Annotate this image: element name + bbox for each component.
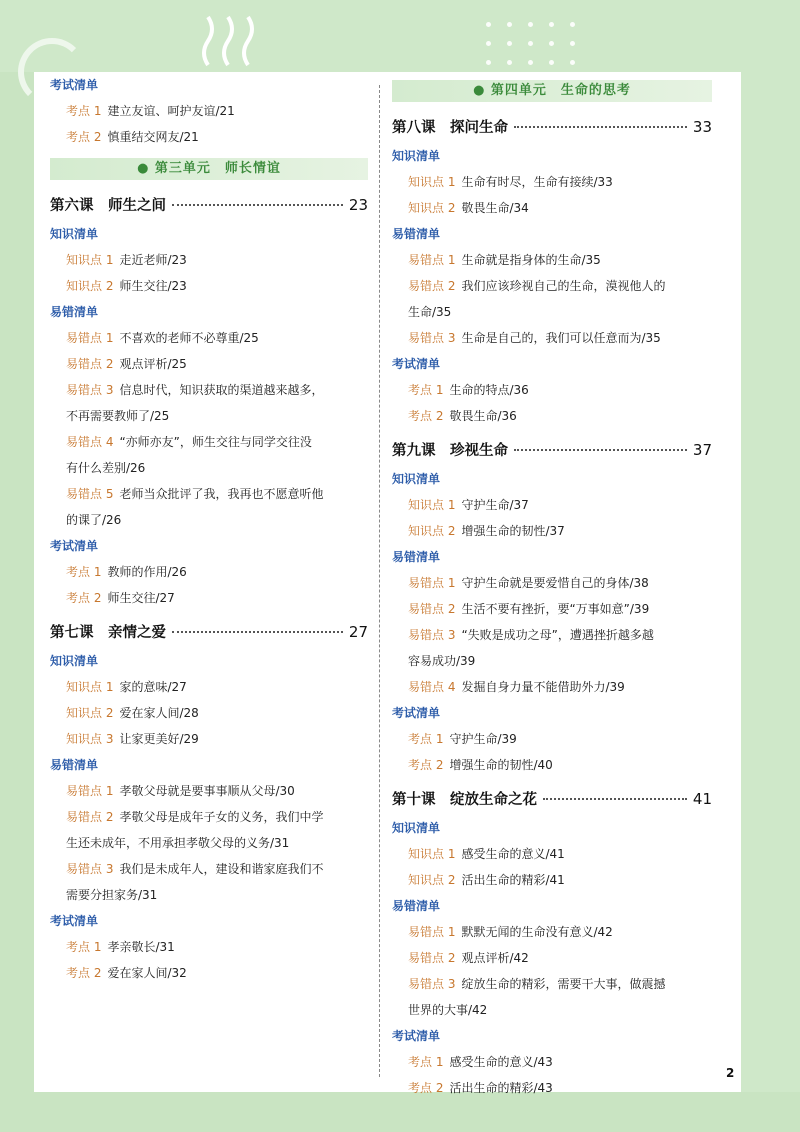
list-item[interactable] bbox=[50, 325, 368, 351]
item-label: 考点 1 bbox=[408, 383, 444, 397]
lesson-entry[interactable] bbox=[392, 435, 712, 466]
section-heading: 易错清单 bbox=[50, 758, 99, 772]
item-text: 绽放生命的精彩，需要干大事，做震撼 bbox=[461, 977, 666, 991]
list-item[interactable] bbox=[50, 674, 368, 700]
lesson-title: 第八课 探问生命 bbox=[392, 120, 508, 136]
item-text: 发掘自身力量不能借助外力/39 bbox=[461, 680, 625, 694]
item-label: 知识点 2 bbox=[408, 873, 456, 887]
list-item[interactable] bbox=[392, 726, 712, 752]
item-label: 考点 1 bbox=[408, 1055, 444, 1069]
item-text: 生命有时尽，生命有接续/33 bbox=[461, 175, 613, 189]
list-item[interactable] bbox=[50, 273, 368, 299]
right-column bbox=[392, 72, 712, 1101]
section-heading: 易错清单 bbox=[50, 305, 99, 319]
item-label: 易错点 4 bbox=[66, 435, 114, 449]
item-label: 知识点 1 bbox=[408, 175, 456, 189]
item-label: 知识点 1 bbox=[408, 498, 456, 512]
item-text: 师生交往/27 bbox=[107, 591, 175, 605]
lesson-page-number: 33 bbox=[692, 118, 712, 136]
list-item[interactable] bbox=[392, 1049, 712, 1075]
list-item[interactable] bbox=[50, 124, 368, 150]
lesson-page-number: 37 bbox=[692, 441, 712, 459]
item-label: 考点 2 bbox=[66, 130, 102, 144]
lesson-title: 第六课 师生之间 bbox=[50, 198, 166, 214]
item-label: 易错点 1 bbox=[408, 253, 456, 267]
item-label: 易错点 2 bbox=[408, 951, 456, 965]
list-item[interactable] bbox=[392, 622, 712, 674]
dot-leader bbox=[172, 204, 343, 206]
item-text: 爱在家人间/32 bbox=[107, 966, 187, 980]
item-text-continued: 有什么差别/26 bbox=[66, 461, 146, 475]
item-text: 守护生命/39 bbox=[449, 732, 517, 746]
list-item[interactable] bbox=[392, 169, 712, 195]
item-text: 我们应该珍视自己的生命，漠视他人的 bbox=[461, 279, 666, 293]
item-label: 易错点 1 bbox=[66, 331, 114, 345]
section-heading: 考试清单 bbox=[50, 78, 99, 92]
item-text: 感受生命的意义/41 bbox=[461, 847, 565, 861]
list-item[interactable] bbox=[50, 700, 368, 726]
list-item[interactable] bbox=[50, 960, 368, 986]
list-item[interactable] bbox=[392, 867, 712, 893]
item-label: 易错点 2 bbox=[66, 810, 114, 824]
section-heading: 易错清单 bbox=[392, 227, 441, 241]
lesson-title: 第七课 亲情之爱 bbox=[50, 625, 166, 641]
list-item[interactable] bbox=[50, 778, 368, 804]
item-text: 我们是未成年人，建设和谐家庭我们不 bbox=[119, 862, 324, 876]
item-label: 易错点 3 bbox=[408, 331, 456, 345]
column-divider bbox=[379, 85, 380, 1077]
list-item[interactable] bbox=[392, 752, 712, 778]
item-label: 易错点 2 bbox=[66, 357, 114, 371]
list-item[interactable] bbox=[50, 934, 368, 960]
item-text: 感受生命的意义/43 bbox=[449, 1055, 553, 1069]
item-label: 知识点 1 bbox=[66, 253, 114, 267]
dot-leader bbox=[514, 126, 687, 128]
item-label: 考点 1 bbox=[408, 732, 444, 746]
section-heading: 知识清单 bbox=[392, 149, 441, 163]
item-label: 易错点 3 bbox=[66, 383, 114, 397]
item-label: 知识点 2 bbox=[408, 201, 456, 215]
page-number: 2 bbox=[726, 1066, 735, 1080]
list-item[interactable] bbox=[392, 841, 712, 867]
item-label: 知识点 3 bbox=[66, 732, 114, 746]
item-text: “失败是成功之母”，遭遇挫折越多越 bbox=[461, 628, 654, 642]
lesson-entry[interactable] bbox=[50, 190, 368, 221]
list-item[interactable] bbox=[50, 351, 368, 377]
list-item[interactable] bbox=[50, 559, 368, 585]
header-band bbox=[0, 0, 800, 72]
item-text: 教师的作用/26 bbox=[107, 565, 187, 579]
unit-banner: ● 第四单元 生命的思考 bbox=[392, 80, 712, 102]
item-label: 易错点 3 bbox=[66, 862, 114, 876]
list-item[interactable] bbox=[50, 481, 368, 533]
list-item[interactable] bbox=[392, 1075, 712, 1101]
item-text: 慎重结交网友/21 bbox=[107, 130, 199, 144]
item-text: 师生交往/23 bbox=[119, 279, 187, 293]
item-text: 孝敬父母是成年子女的义务，我们中学 bbox=[119, 810, 324, 824]
list-item[interactable] bbox=[392, 377, 712, 403]
list-item[interactable] bbox=[392, 273, 712, 325]
list-item[interactable] bbox=[392, 919, 712, 945]
item-text: 生命的特点/36 bbox=[449, 383, 529, 397]
item-label: 知识点 2 bbox=[66, 706, 114, 720]
item-text-continued: 生命/35 bbox=[408, 305, 452, 319]
lesson-entry[interactable] bbox=[50, 617, 368, 648]
item-text: 孝敬父母就是要事事顺从父母/30 bbox=[119, 784, 295, 798]
section-heading: 易错清单 bbox=[392, 899, 441, 913]
list-item[interactable] bbox=[392, 247, 712, 273]
item-text-continued: 生还未成年，不用承担孝敬父母的义务/31 bbox=[66, 836, 290, 850]
item-text: 家的意味/27 bbox=[119, 680, 187, 694]
item-text: 孝亲敬长/31 bbox=[107, 940, 175, 954]
list-item[interactable] bbox=[392, 195, 712, 221]
item-label: 考点 2 bbox=[408, 409, 444, 423]
section-heading: 考试清单 bbox=[392, 706, 441, 720]
item-text: 守护生命就是要爱惜自己的身体/38 bbox=[461, 576, 649, 590]
dot-leader bbox=[172, 631, 343, 633]
item-label: 考点 1 bbox=[66, 940, 102, 954]
list-item[interactable] bbox=[50, 585, 368, 611]
item-text: 爱在家人间/28 bbox=[119, 706, 199, 720]
list-item[interactable] bbox=[392, 596, 712, 622]
item-label: 易错点 4 bbox=[408, 680, 456, 694]
item-text: 信息时代，知识获取的渠道越来越多， bbox=[119, 383, 324, 397]
item-label: 易错点 2 bbox=[408, 602, 456, 616]
list-item[interactable] bbox=[50, 429, 368, 481]
item-label: 考点 2 bbox=[408, 758, 444, 772]
lesson-entry[interactable] bbox=[392, 112, 712, 143]
item-label: 考点 2 bbox=[66, 591, 102, 605]
item-text: 不喜欢的老师不必尊重/25 bbox=[119, 331, 259, 345]
item-text-continued: 世界的大事/42 bbox=[408, 1003, 488, 1017]
list-item[interactable] bbox=[392, 945, 712, 971]
decorative-waves-icon bbox=[198, 12, 268, 72]
item-text: 走近老师/23 bbox=[119, 253, 187, 267]
item-text-continued: 容易成功/39 bbox=[408, 654, 476, 668]
list-item[interactable] bbox=[50, 856, 368, 908]
item-label: 知识点 1 bbox=[66, 680, 114, 694]
left-column bbox=[50, 72, 368, 986]
item-text: 敬畏生命/34 bbox=[461, 201, 529, 215]
section-heading: 考试清单 bbox=[50, 539, 99, 553]
item-label: 易错点 2 bbox=[408, 279, 456, 293]
list-item[interactable] bbox=[392, 518, 712, 544]
dot-leader bbox=[543, 798, 687, 800]
section-heading: 考试清单 bbox=[50, 914, 99, 928]
item-label: 易错点 5 bbox=[66, 487, 114, 501]
list-item[interactable] bbox=[392, 325, 712, 351]
section-heading: 易错清单 bbox=[392, 550, 441, 564]
item-label: 考点 2 bbox=[408, 1081, 444, 1095]
item-text: 增强生命的韧性/37 bbox=[461, 524, 565, 538]
lesson-page-number: 23 bbox=[348, 196, 368, 214]
item-label: 易错点 1 bbox=[408, 925, 456, 939]
list-item[interactable] bbox=[50, 726, 368, 752]
item-text: 生活不要有挫折，要“万事如意”/39 bbox=[461, 602, 650, 616]
list-item[interactable] bbox=[392, 570, 712, 596]
item-text: “亦师亦友”，师生交往与同学交往没 bbox=[119, 435, 312, 449]
section-heading: 知识清单 bbox=[50, 227, 99, 241]
section-heading: 知识清单 bbox=[50, 654, 99, 668]
section-heading: 知识清单 bbox=[392, 821, 441, 835]
side-band bbox=[741, 0, 800, 1132]
item-label: 易错点 3 bbox=[408, 977, 456, 991]
item-label: 易错点 1 bbox=[66, 784, 114, 798]
item-label: 易错点 1 bbox=[408, 576, 456, 590]
item-label: 易错点 3 bbox=[408, 628, 456, 642]
section-heading: 知识清单 bbox=[392, 472, 441, 486]
dot-leader bbox=[514, 449, 687, 451]
item-text: 活出生命的精彩/43 bbox=[449, 1081, 553, 1095]
item-label: 考点 1 bbox=[66, 565, 102, 579]
item-text: 建立友谊、呵护友谊/21 bbox=[107, 104, 235, 118]
item-text: 生命是自己的，我们可以任意而为/35 bbox=[461, 331, 661, 345]
item-text: 观点评析/42 bbox=[461, 951, 529, 965]
item-label: 知识点 2 bbox=[408, 524, 456, 538]
unit-banner: ● 第三单元 师长情谊 bbox=[50, 158, 368, 180]
item-text: 生命就是指身体的生命/35 bbox=[461, 253, 601, 267]
item-text: 观点评析/25 bbox=[119, 357, 187, 371]
item-label: 考点 2 bbox=[66, 966, 102, 980]
decorative-dots-icon bbox=[478, 22, 583, 79]
item-text: 让家更美好/29 bbox=[119, 732, 199, 746]
lesson-title: 第九课 珍视生命 bbox=[392, 443, 508, 459]
list-item[interactable] bbox=[392, 403, 712, 429]
lesson-title: 第十课 绽放生命之花 bbox=[392, 792, 537, 808]
item-text: 活出生命的精彩/41 bbox=[461, 873, 565, 887]
item-text-continued: 需要分担家务/31 bbox=[66, 888, 158, 902]
list-item[interactable] bbox=[50, 804, 368, 856]
item-text: 敬畏生命/36 bbox=[449, 409, 517, 423]
lesson-page-number: 41 bbox=[692, 790, 712, 808]
item-text-continued: 不再需要教师了/25 bbox=[66, 409, 170, 423]
list-item[interactable] bbox=[50, 98, 368, 124]
list-item[interactable] bbox=[50, 377, 368, 429]
list-item[interactable] bbox=[50, 247, 368, 273]
lesson-page-number: 27 bbox=[348, 623, 368, 641]
item-text: 老师当众批评了我，我再也不愿意听他 bbox=[119, 487, 324, 501]
item-text-continued: 的课了/26 bbox=[66, 513, 122, 527]
item-text: 默默无闻的生命没有意义/42 bbox=[461, 925, 613, 939]
section-heading: 考试清单 bbox=[392, 357, 441, 371]
list-item[interactable] bbox=[392, 971, 712, 1023]
item-label: 知识点 1 bbox=[408, 847, 456, 861]
list-item[interactable] bbox=[392, 492, 712, 518]
list-item[interactable] bbox=[392, 674, 712, 700]
item-label: 知识点 2 bbox=[66, 279, 114, 293]
section-heading: 考试清单 bbox=[392, 1029, 441, 1043]
item-text: 守护生命/37 bbox=[461, 498, 529, 512]
item-label: 考点 1 bbox=[66, 104, 102, 118]
item-text: 增强生命的韧性/40 bbox=[449, 758, 553, 772]
lesson-entry[interactable] bbox=[392, 784, 712, 815]
